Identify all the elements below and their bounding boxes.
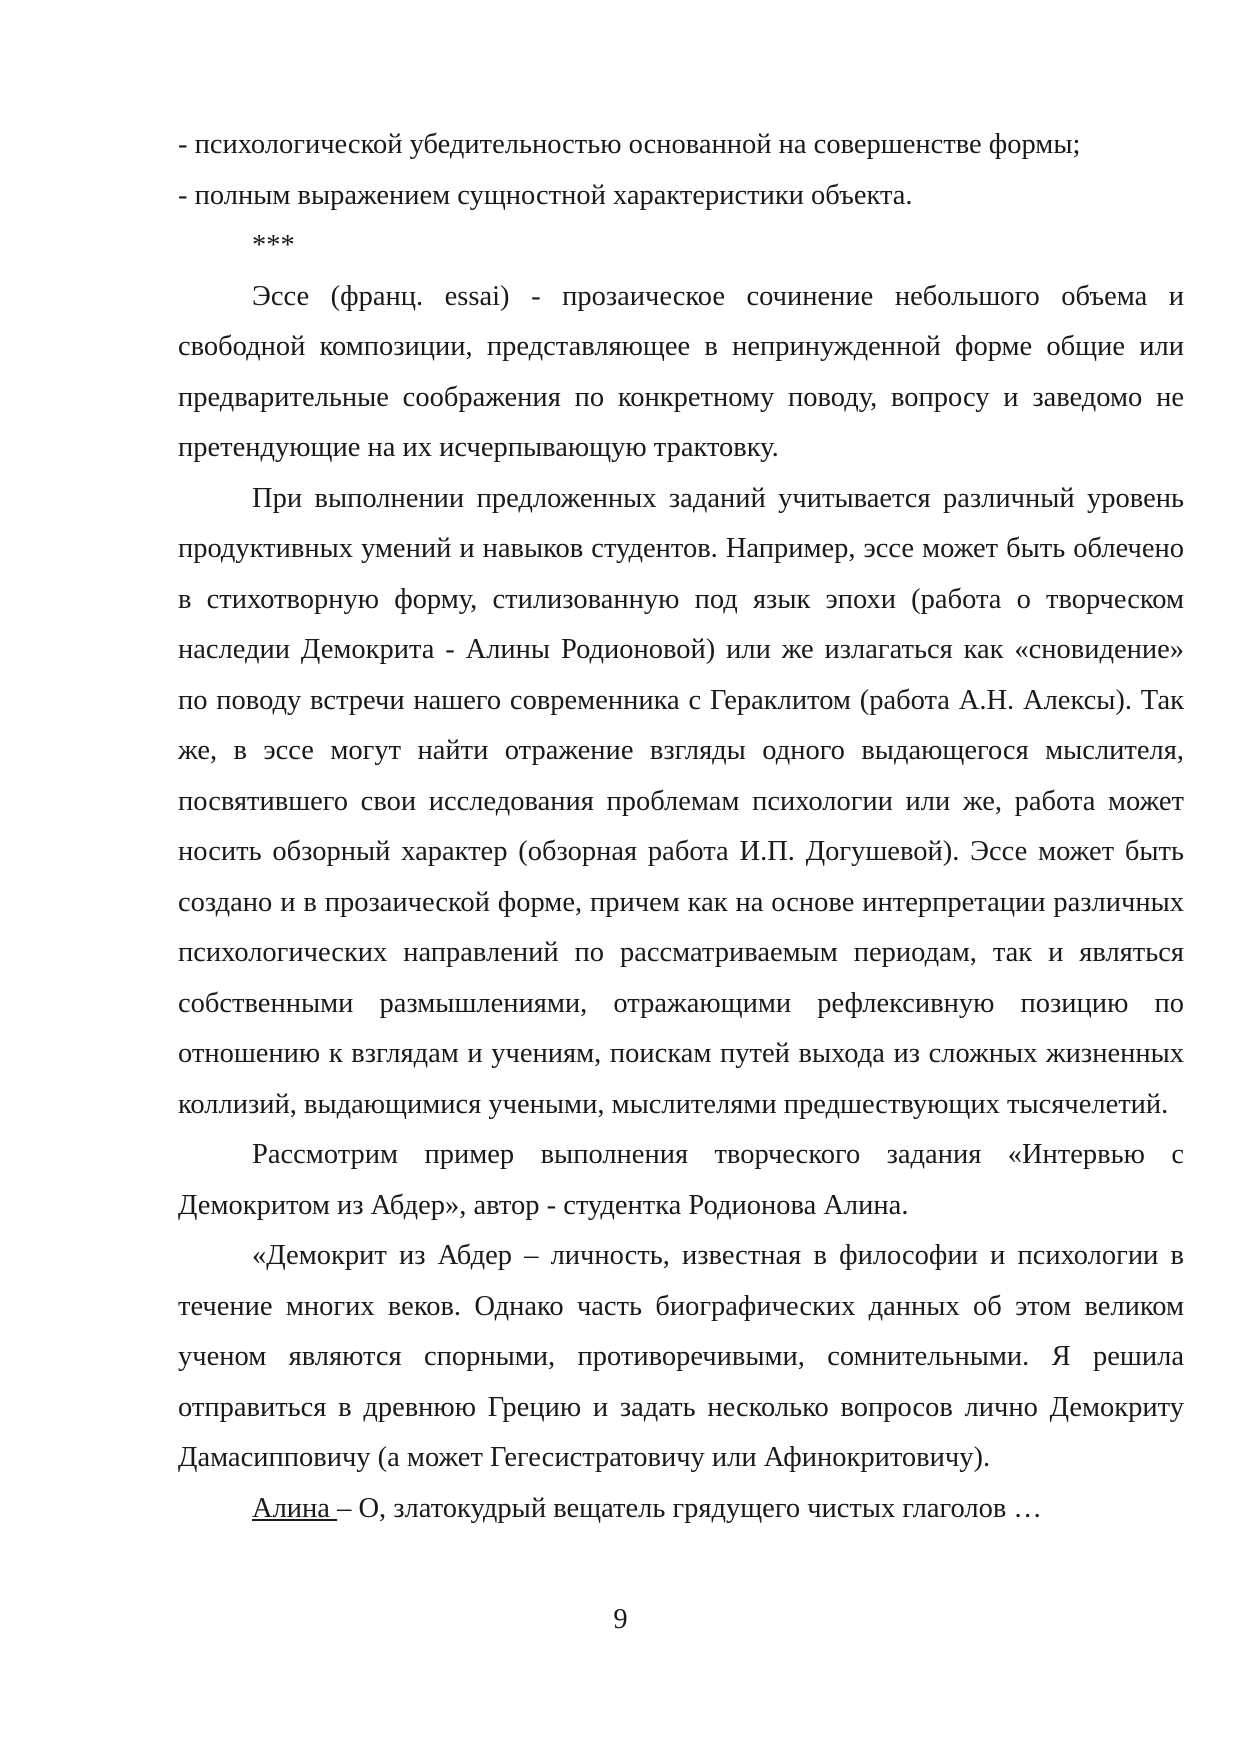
paragraph-essay-definition: Эссе (франц. essai) - прозаическое сочинение небольшого объема и свободной композиции, представляющее в непринужденной форме общие или предварительные соображения по конкретному поводу, вопросу и заведомо не претендующие на их исчерпывающую трактовку. [178,280,1184,463]
document-page [178,120,1184,1534]
dialogue-text: – О, златокудрый вещатель грядущего чистых глаголов … [337,1492,1042,1524]
section-separator: *** [252,230,295,261]
list-item: - психологической убедительностью основанной на совершенстве формы; [178,129,1081,160]
paragraph-task-levels: При выполнении предложенных заданий учитывается различный уровень продуктивных умений и навыков студентов. Например, эссе может быть облечено в стихотворную форму, стилизованную под язык эпохи (работа о творческом наследии Демокрита - Алины Родионовой) или же излагаться как «сновидение» по поводу встречи нашего современника с Гераклитом (работа А.Н. Алексы). Так же, в эссе могут найти отражение взгляды одного выдающегося мыслителя, посвятившего свои исследования проблемам психологии или же, работа может носить обзорный характер (обзорная работа И.П. Догушевой). Эссе может быть создано и в прозаической форме, причем как на основе интерпретации различных психологических направлений по рассматриваемым периодам, так и являться собственными размышлениями, отражающими рефлексивную позицию по отношению к взглядам и учениям, поискам путей выхода из сложных жизненных коллизий, выдающимися учеными, мыслителями предшествующих тысячелетий. [178,482,1184,1120]
list-item: - полным выражением сущностной характеристики объекта. [178,179,913,211]
paragraph-democritus-quote: «Демокрит из Абдер – личность, известная в философии и психологии в течение многих веков. Однако часть биографических данных об этом великом ученом являются спорными, противоречивыми, сомнительными. Я решила отправиться в древнюю Грецию и задать несколько вопросов лично Демокриту Дамасипповичу (а может Гегесистратовичу или Афинокритовичу). [178,1240,1184,1473]
dialogue-line [178,1484,1184,1535]
paragraph-example-intro: Рассмотрим пример выполнения творческого задания «Интервью с Демокритом из Абдер», автор - студентка Родионова Алина. [178,1139,1184,1221]
dialogue-speaker: Алина [252,1492,338,1524]
page-number: 9 [613,1604,628,1635]
